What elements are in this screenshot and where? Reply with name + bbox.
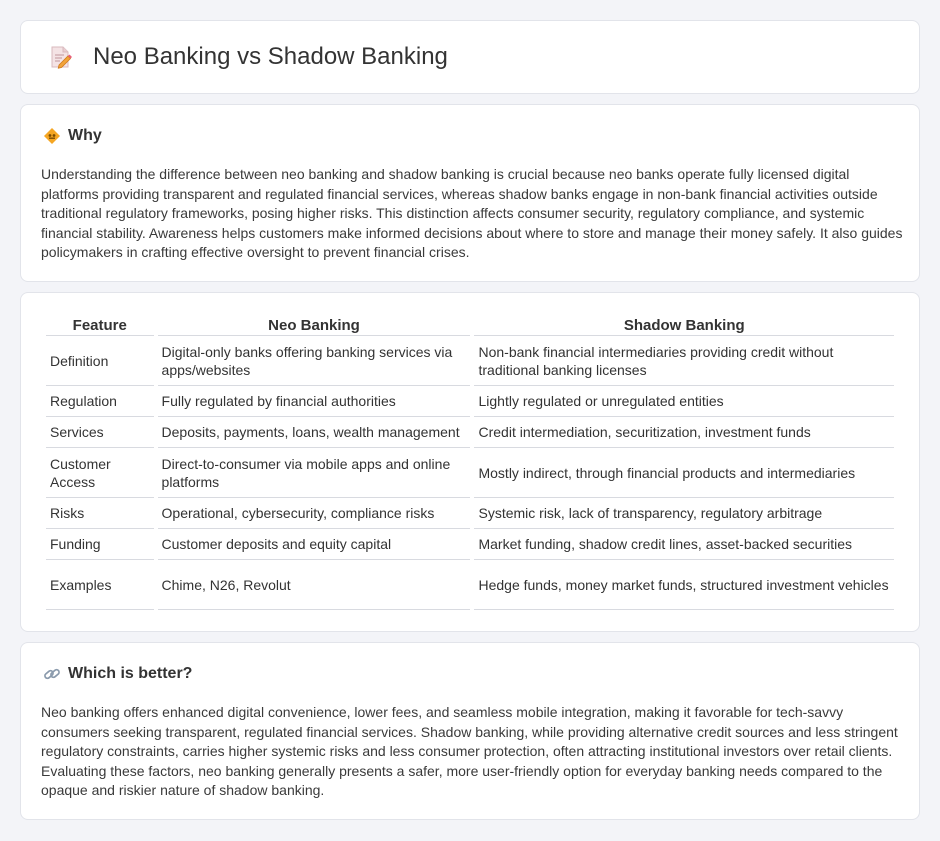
table-header-row [46, 316, 894, 336]
row-neo: Fully regulated by financial authorities [158, 386, 471, 417]
why-title: Why [68, 127, 102, 144]
row-shadow: Credit intermediation, securitization, investment funds [474, 417, 894, 448]
row-neo: Deposits, payments, loans, wealth management [158, 417, 471, 448]
better-heading [43, 665, 192, 683]
table-row [46, 448, 894, 498]
row-neo: Customer deposits and equity capital [158, 529, 471, 560]
row-neo: Digital-only banks offering banking services via apps/websites [158, 336, 471, 386]
comparison-table [42, 316, 898, 610]
row-shadow: Non-bank financial intermediaries providing credit without traditional banking licenses [474, 336, 894, 386]
table-row [46, 529, 894, 560]
header-shadow-banking: Shadow Banking [474, 316, 894, 336]
row-shadow: Systemic risk, lack of transparency, regulatory arbitrage [474, 498, 894, 529]
why-text: Understanding the difference between neo banking and shadow banking is crucial because neo banks operate fully licensed digital platforms providing transparent and regulated financial services, whereas shadow banks engage in non-bank financial activities outside traditional regulatory frameworks, posing higher risks. This distinction affects consumer security, regulatory compliance, and systemic financial stability. Awareness helps customers make informed decisions about where to store and manage their money safely. It also guides policymakers in crafting effective oversight to prevent financial crises. [41, 166, 903, 261]
why-heading [43, 127, 102, 145]
row-shadow: Lightly regulated or unregulated entities [474, 386, 894, 417]
comparison-card [20, 292, 920, 632]
page-title: Neo Banking vs Shadow Banking [93, 43, 448, 70]
header-card [20, 20, 920, 94]
row-feature: Examples [46, 560, 154, 610]
row-feature: Funding [46, 529, 154, 560]
row-neo: Chime, N26, Revolut [158, 560, 471, 610]
link-icon [43, 665, 61, 683]
row-feature: Services [46, 417, 154, 448]
table-row [46, 336, 894, 386]
row-feature: Definition [46, 336, 154, 386]
row-feature: Regulation [46, 386, 154, 417]
row-neo: Operational, cybersecurity, compliance risks [158, 498, 471, 529]
which-better-card [20, 642, 920, 820]
row-shadow: Hedge funds, money market funds, structured investment vehicles [474, 560, 894, 610]
table-row [46, 417, 894, 448]
row-shadow: Market funding, shadow credit lines, asset-backed securities [474, 529, 894, 560]
table-row [46, 386, 894, 417]
better-title: Which is better? [68, 665, 193, 682]
table-row [46, 560, 894, 610]
row-neo: Direct-to-consumer via mobile apps and online platforms [158, 448, 471, 498]
better-text: Neo banking offers enhanced digital convenience, lower fees, and seamless mobile integration, making it favorable for tech-savvy consumers seeking transparent, regulated financial services. Shadow banking, while providing alternative credit sources and less stringent regulatory constraints, carries higher systemic risks and less consumer protection, often attracting institutional investors over retail clients. Evaluating these factors, neo banking generally presents a safer, more user-friendly option for everyday banking needs compared to the opaque and riskier nature of shadow banking. [41, 704, 898, 799]
document-pencil-icon [47, 44, 73, 70]
why-card [20, 104, 920, 282]
row-feature: Risks [46, 498, 154, 529]
title-row [47, 43, 448, 71]
row-shadow: Mostly indirect, through financial products and intermediaries [474, 448, 894, 498]
header-feature: Feature [46, 316, 154, 336]
header-neo-banking: Neo Banking [158, 316, 471, 336]
row-feature: Customer Access [46, 448, 154, 498]
diamond-icon [43, 127, 61, 145]
table-row [46, 498, 894, 529]
